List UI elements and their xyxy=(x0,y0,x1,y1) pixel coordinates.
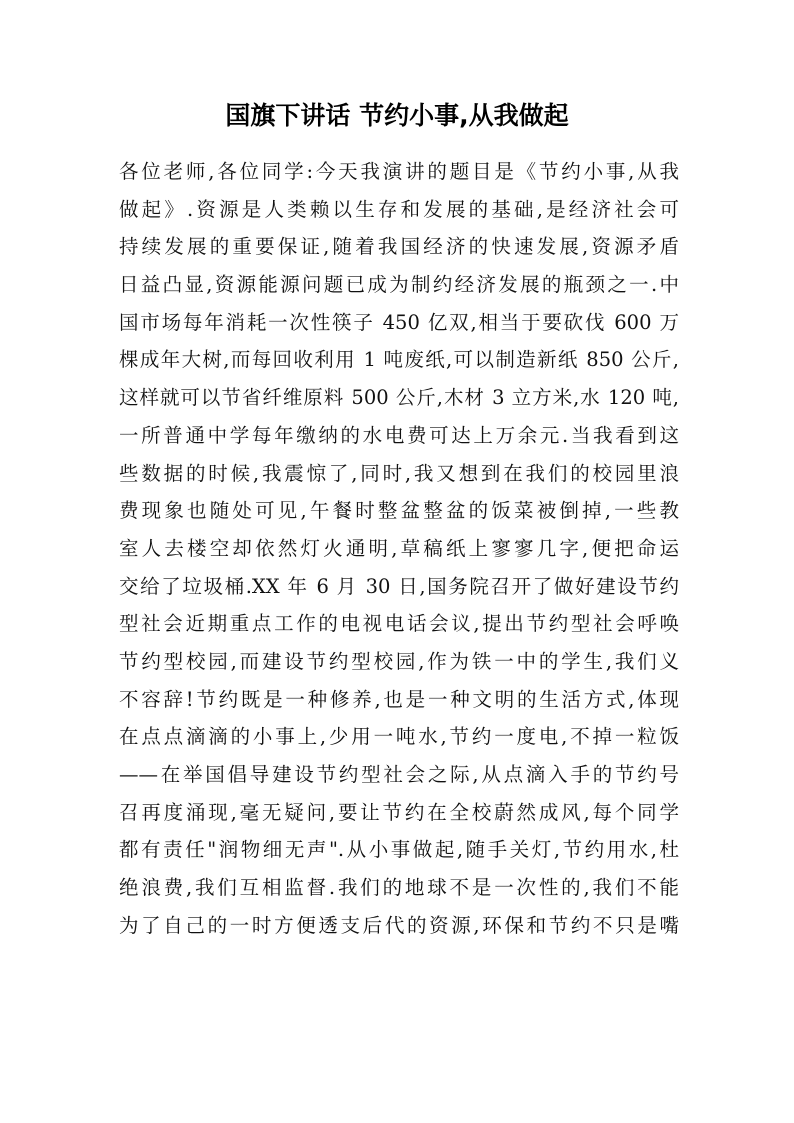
text-line: 各位老师,各位同学:今天我演讲的题目是《节约小事,从我 xyxy=(119,160,679,183)
text-line: 不容辞!节约既是一种修养,也是一种文明的生活方式,体现 xyxy=(119,687,679,711)
text-line: 日益凸显,资源能源问题已成为制约经济发展的瓶颈之一.中 xyxy=(119,273,679,297)
text-line: 费现象也随处可见,午餐时整盆整盆的饭菜被倒掉,一些教 xyxy=(119,499,679,523)
text-line: 召再度涌现,毫无疑问,要让节约在全校蔚然成风,每个同学 xyxy=(119,800,679,824)
text-line: 室人去楼空却依然灯火通明,草稿纸上寥寥几字,便把命运 xyxy=(119,536,679,560)
text-line: 棵成年大树,而每回收利用 1 吨废纸,可以制造新纸 850 公斤, xyxy=(119,348,679,372)
text-line: 为了自己的一时方便透支后代的资源,环保和节约不只是嘴 xyxy=(119,913,679,937)
text-line: 持续发展的重要保证,随着我国经济的快速发展,资源矛盾 xyxy=(119,235,679,259)
text-line: 做起》.资源是人类赖以生存和发展的基础,是经济社会可 xyxy=(119,197,679,221)
text-line: 一所普通中学每年缴纳的水电费可达上万余元.当我看到这 xyxy=(119,423,679,447)
text-line: 这样就可以节省纤维原料 500 公斤,木材 3 立方米,水 120 吨, xyxy=(119,386,679,410)
text-line: ——在举国倡导建设节约型社会之际,从点滴入手的节约号 xyxy=(119,763,679,786)
text-line: 都有责任"润物细无声".从小事做起,随手关灯,节约用水,杜 xyxy=(119,838,679,862)
text-line: 国市场每年消耗一次性筷子 450 亿双,相当于要砍伐 600 万 xyxy=(119,310,679,334)
speech-body xyxy=(119,153,679,944)
text-line: 节约型校园,而建设节约型校园,作为铁一中的学生,我们义 xyxy=(119,649,679,673)
text-line: 交给了垃圾桶.XX 年 6 月 30 日,国务院召开了做好建设节约 xyxy=(119,574,679,598)
document-title: 国旗下讲话 节约小事,从我做起 xyxy=(225,101,569,130)
text-line: 些数据的时候,我震惊了,同时,我又想到在我们的校园里浪 xyxy=(119,461,679,485)
text-line: 绝浪费,我们互相监督.我们的地球不是一次性的,我们不能 xyxy=(119,876,679,900)
text-line: 在点点滴滴的小事上,少用一吨水,节约一度电,不掉一粒饭 xyxy=(119,725,679,749)
text-line: 型社会近期重点工作的电视电话会议,提出节约型社会呼唤 xyxy=(119,612,679,636)
